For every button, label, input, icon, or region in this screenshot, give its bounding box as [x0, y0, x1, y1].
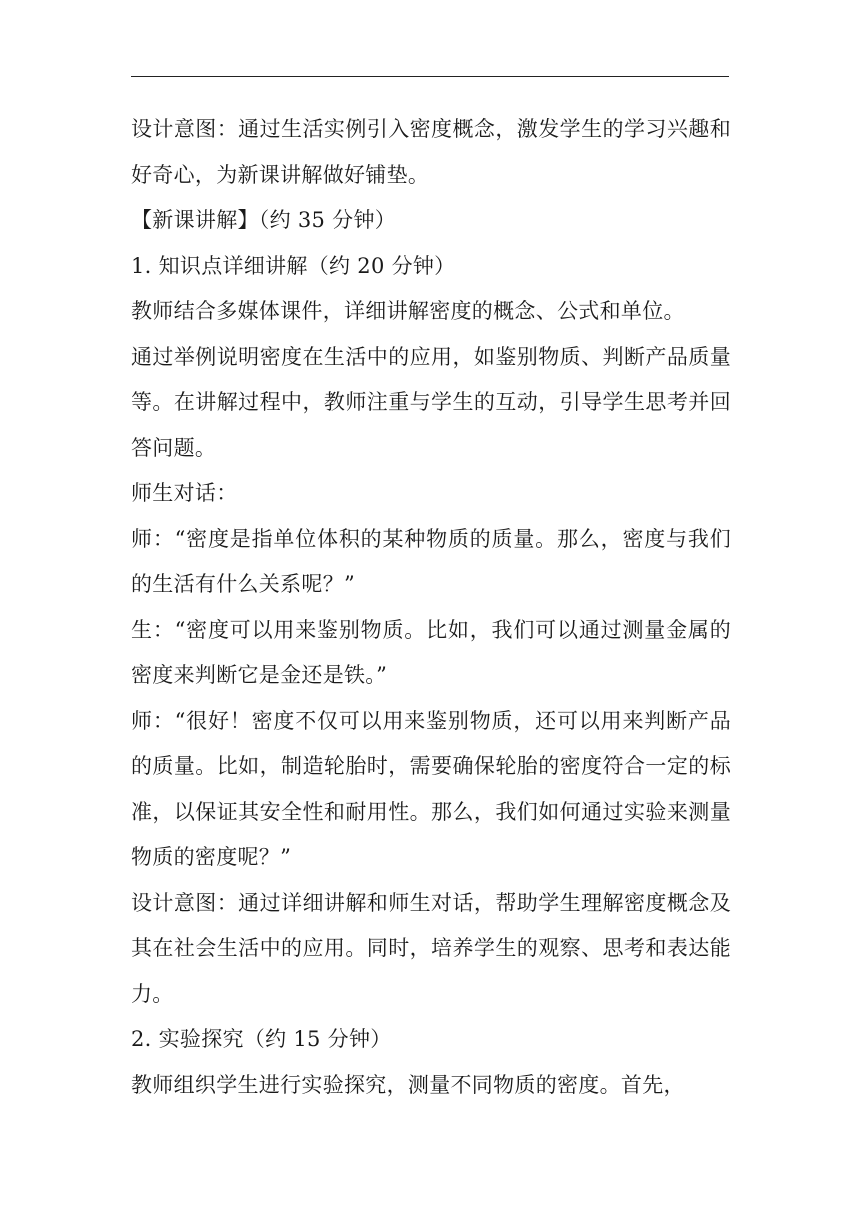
experiment-paragraph: 教师组织学生进行实验探究，测量不同物质的密度。首先， [131, 1072, 685, 1097]
design-intent-paragraph: 设计意图：通过生活实例引入密度概念，激发学生的学习兴趣和好奇心，为新课讲解做好铺垫。 [131, 117, 731, 187]
dialogue-teacher-2: 师：“很好！密度不仅可以用来鉴别物质，还可以用来判断产品的质量。比如，制造轮胎时，需要确保轮胎的密度符合一定的标准，以保证其安全性和耐用性。那么，我们如何通过实验来测量物质的密度呢？” [131, 708, 731, 869]
section-heading-new-lesson: 【新课讲解】（约 35 分钟） [131, 208, 397, 232]
document-body [131, 107, 731, 1108]
design-intent-paragraph-2: 设计意图：通过详细讲解和师生对话，帮助学生理解密度概念及其在社会生活中的应用。同时，培养学生的观察、思考和表达能力。 [131, 890, 731, 1006]
subsection-heading-experiment: 2. 实验探究（约 15 分钟） [131, 1027, 392, 1051]
application-paragraph: 通过举例说明密度在生活中的应用，如鉴别物质、判断产品质量等。在讲解过程中，教师注重与学生的互动，引导学生思考并回答问题。 [131, 344, 731, 460]
dialogue-teacher-1: 师：“密度是指单位体积的某种物质的质量。那么，密度与我们的生活有什么关系呢？” [131, 526, 731, 596]
subsection-heading-knowledge: 1. 知识点详细讲解（约 20 分钟） [131, 253, 456, 278]
dialogue-label: 师生对话： [131, 481, 238, 505]
teacher-explanation-paragraph: 教师结合多媒体课件，详细讲解密度的概念、公式和单位。 [131, 299, 685, 323]
header-rule [131, 76, 729, 77]
dialogue-student-1: 生：“密度可以用来鉴别物质。比如，我们可以通过测量金属的密度来判断它是金还是铁。” [131, 617, 731, 687]
